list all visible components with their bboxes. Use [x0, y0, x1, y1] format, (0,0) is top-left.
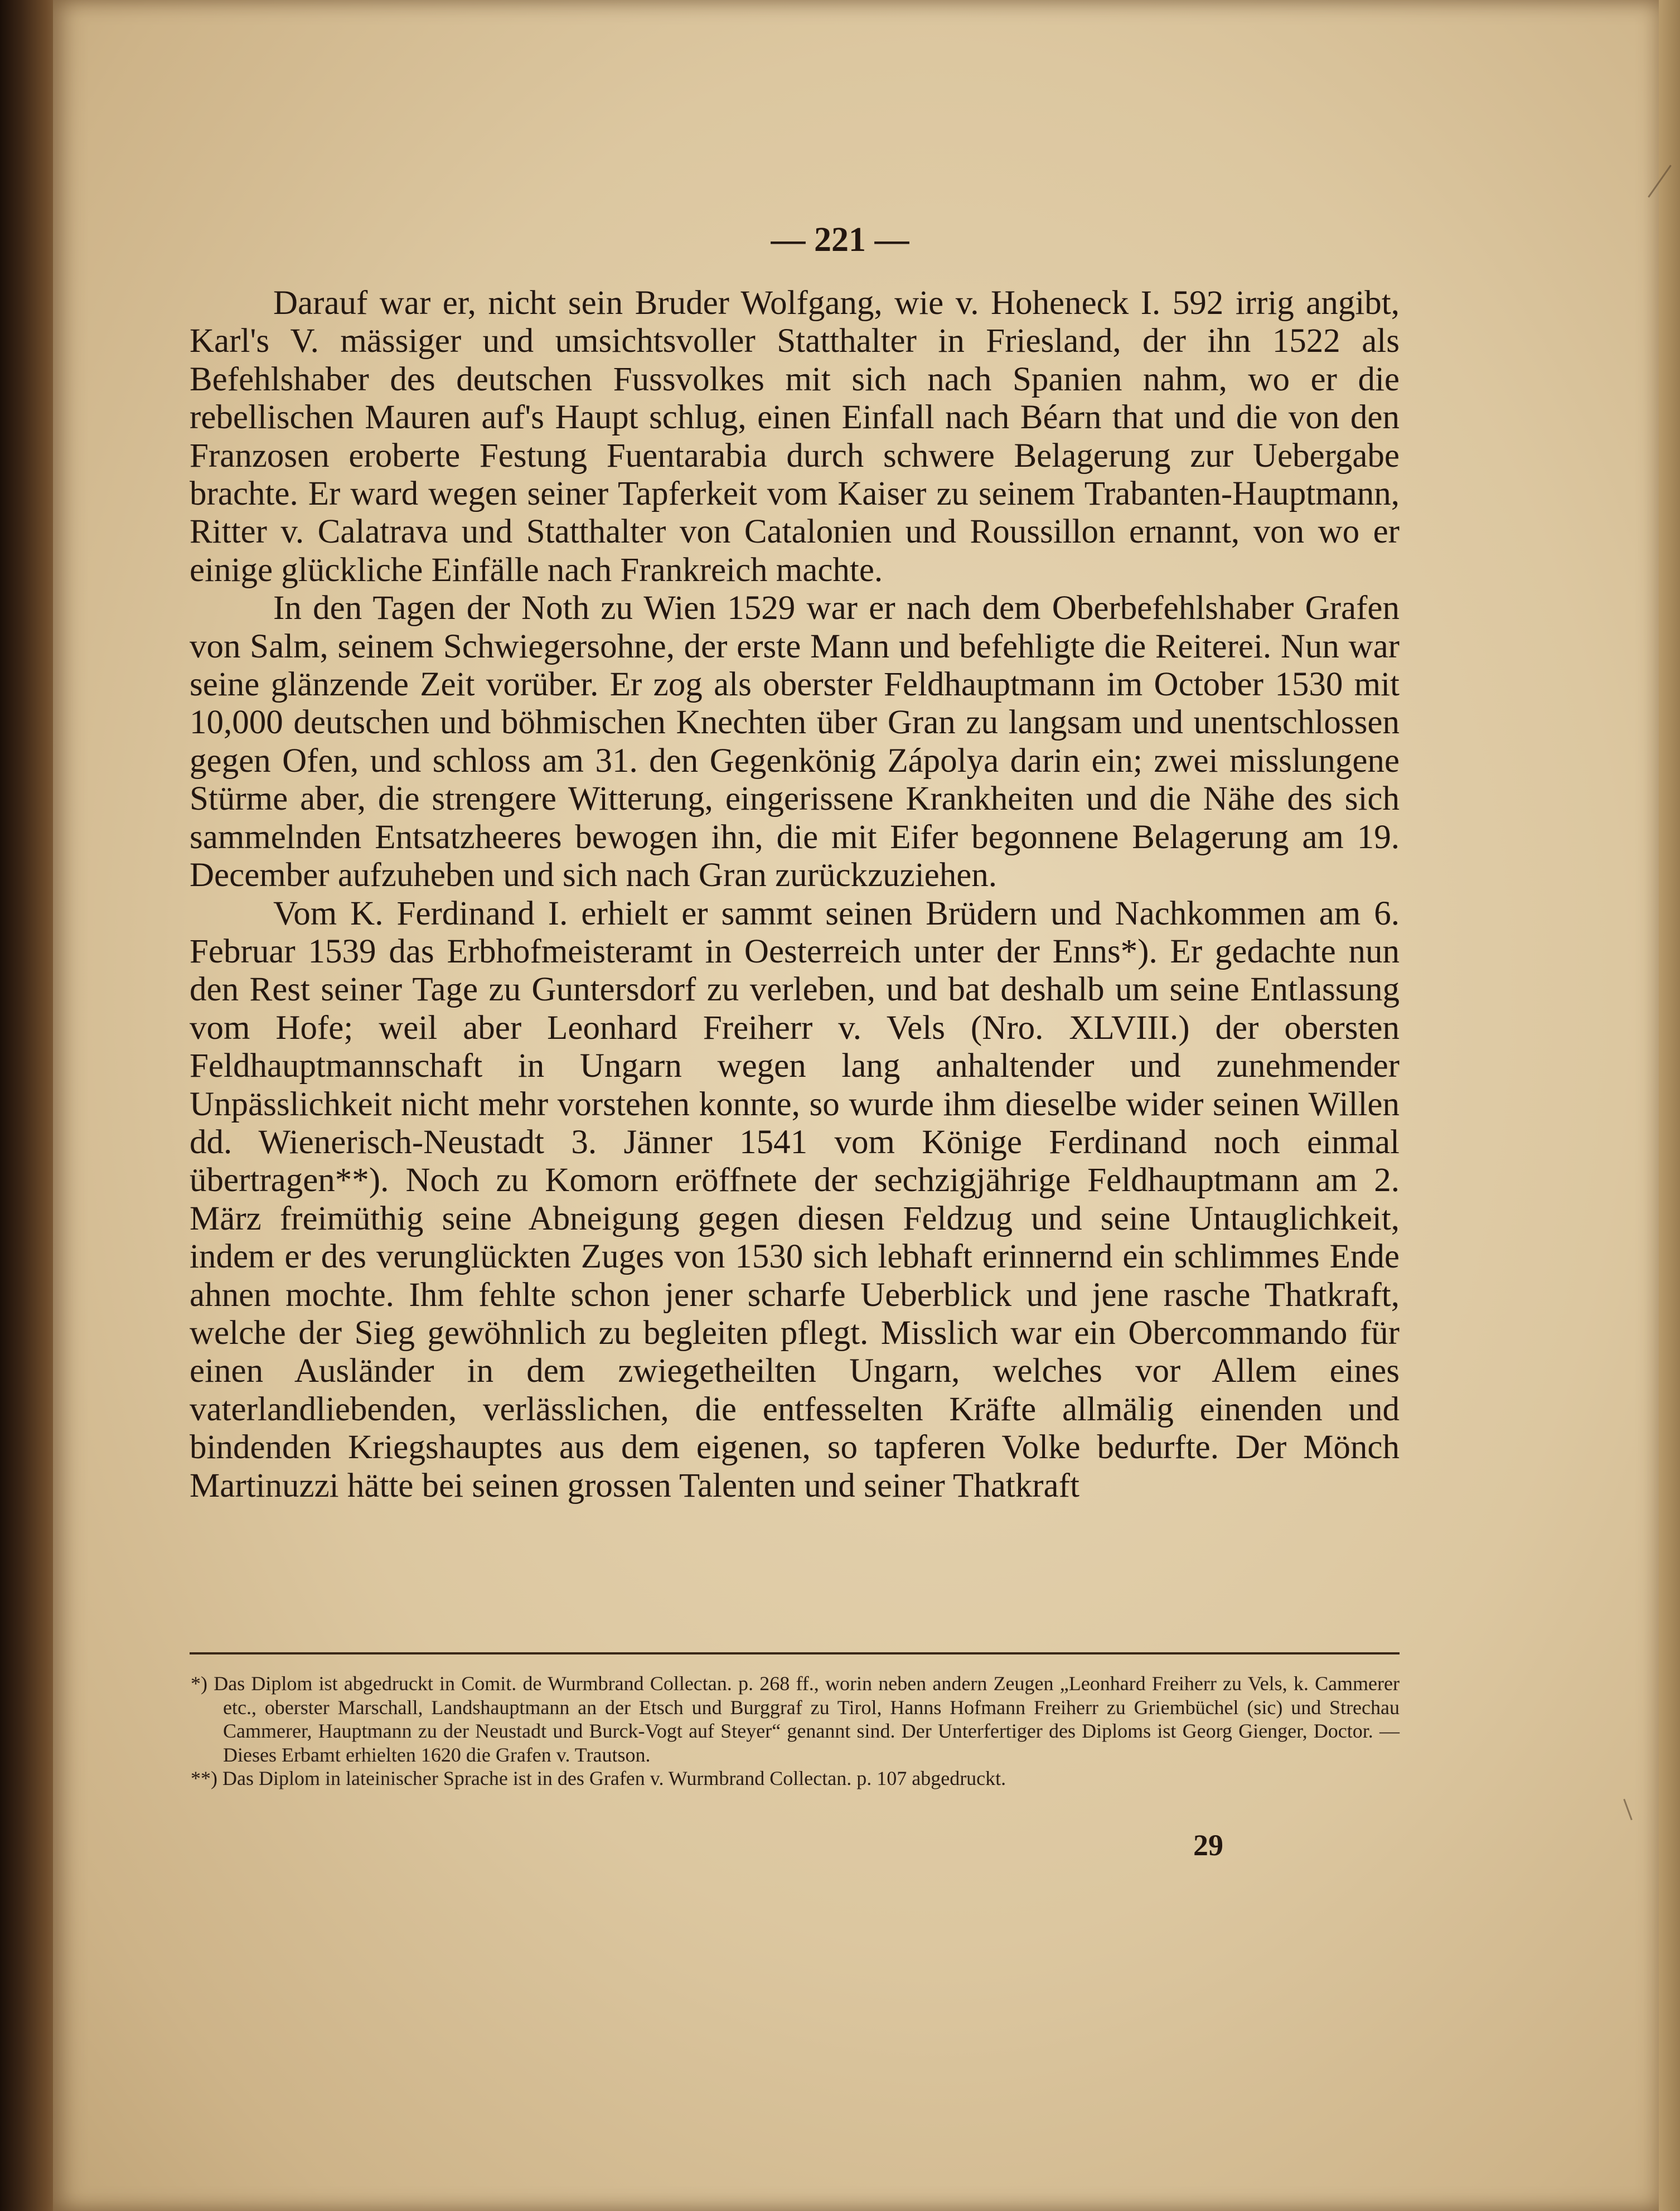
- main-text: [190, 284, 1400, 1505]
- footnote: *) Das Diplom ist abgedruckt in Comit. de Wurmbrand Collectan. p. 268 ff., worin neben andern Zeugen „Leonhard Freiherr zu Vels, k. Cammerer etc., oberster Marschall, Landshauptmann an der Etsch und Burggraf zu Tirol, Hanns Hofmann Freiherr zu Griembüchel (sic) und Strechau Cammerer, Hauptmann zu der Neustadt und Burck-Vogt auf Steyer“ genannt sind. Der Unterfertiger des Diploms ist Georg Gienger, Doctor. — Dieses Erbamt erhielten 1620 die Grafen v. Trautson.: [191, 1672, 1400, 1766]
- paragraph: Vom K. Ferdinand I. erhielt er sammt seinen Brüdern und Nachkommen am 6. Februar 1539 das Erbhofmeisteramt in Oesterreich unter der Enns*). Er gedachte nun den Rest seiner Tage zu Guntersdorf zu verleben, und bat deshalb um seine Entlassung vom Hofe; weil aber Leonhard Freiherr v. Vels (Nro. XLVIII.) der obersten Feldhauptmannschaft in Ungarn wegen lang anhaltender und zunehmender Unpässlichkeit nicht mehr vorstehen konnte, so wurde ihm dieselbe wider seinen Willen dd. Wienerisch-Neustadt 3. Jänner 1541 vom Könige Ferdinand noch einmal übertragen**). Noch zu Komorn eröffnete der sechzigjährige Feldhauptmann am 2. März freimüthig seine Abneigung gegen diesen Feldzug und seine Untauglichkeit, indem er des verunglückten Zuges von 1530 sich lebhaft erinnernd ein schlimmes Ende ahnen mochte. Ihm fehlte schon jener scharfe Ueberblick und jene rasche Thatkraft, welche der Sieg gewöhnlich zu begleiten pflegt. Misslich war ein Obercommando für einen Ausländer in dem zwiegetheilten Ungarn, welches vor Allem eines vaterlandliebenden, verlässlichen, die entfesselten Kräfte allmälig einenden und bindenden Kriegshauptes aus dem eigenen, so tapferen Volke bedurfte. Der Mönch Martinuzzi hätte bei seinen grossen Talenten und seiner Thatkraft: [190, 894, 1400, 1504]
- page-edge: [1659, 0, 1680, 2211]
- footnote-divider: [190, 1652, 1400, 1654]
- footnotes: [184, 1672, 1400, 1791]
- signature-mark: 29: [1193, 1828, 1223, 1862]
- paragraph: In den Tagen der Noth zu Wien 1529 war er nach dem Oberbefehlshaber Grafen von Salm, seinem Schwiegersohne, der erste Mann und befehligte die Reiterei. Nun war seine glänzende Zeit vorüber. Er zog als oberster Feldhauptmann im October 1530 mit 10,000 deutschen und böhmischen Knechten über Gran zu langsam und unentschlossen gegen Ofen, und schloss am 31. den Gegenkönig Zápolya darin ein; zwei misslungene Stürme aber, die strengere Witterung, eingerissene Krankheiten und die Nähe des sich sammelnden Entsatzheeres bewogen ihn, die mit Eifer begonnene Belagerung am 19. December aufzuheben und sich nach Gran zurückzuziehen.: [190, 589, 1400, 894]
- book-binding: [0, 0, 61, 2211]
- footnote: **) Das Diplom in lateinischer Sprache ist in des Grafen v. Wurmbrand Collectan. p. 107 abgedruckt.: [191, 1767, 1006, 1789]
- page-number: — 221 —: [771, 221, 909, 259]
- paragraph: Darauf war er, nicht sein Bruder Wolfgang, wie v. Hoheneck I. 592 irrig angibt, Karl's V. mässiger und umsichtsvoller Statthalter in Friesland, der ihn 1522 als Befehlshaber des deutschen Fussvolkes mit sich nach Spanien nahm, wo er die rebellischen Mauren auf's Haupt schlug, einen Einfall nach Béarn that und die von den Franzosen eroberte Festung Fuentarabia durch schwere Belagerung zur Uebergabe brachte. Er ward wegen seiner Tapferkeit vom Kaiser zu seinem Trabanten-Hauptmann, Ritter v. Calatrava und Statthalter von Catalonien und Roussillon ernannt, von wo er einige glückliche Einfälle nach Frankreich machte.: [190, 284, 1400, 589]
